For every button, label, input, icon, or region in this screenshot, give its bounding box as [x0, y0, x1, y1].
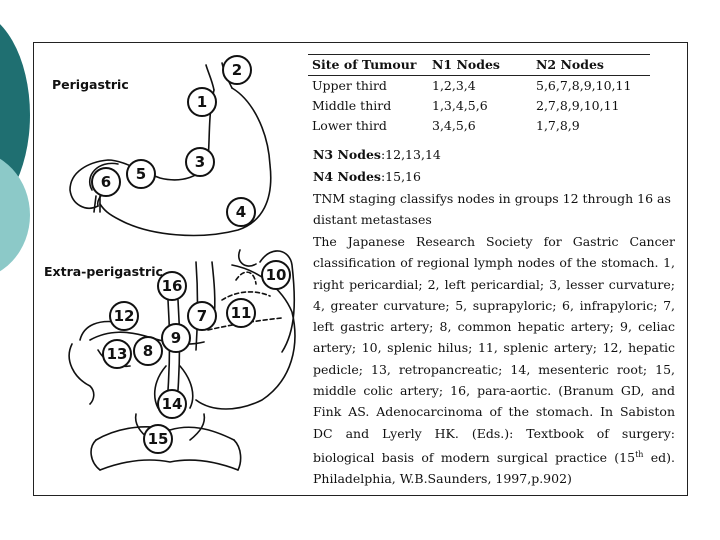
n3-nodes-line — [313, 144, 441, 165]
table-row — [308, 116, 650, 136]
extra-perigastric-label: Extra-perigastric — [44, 264, 163, 279]
row-n2: 2,7,8,9,10,11 — [536, 98, 620, 113]
n3-value: :12,13,14 — [380, 147, 441, 162]
esophagus-left — [206, 65, 214, 90]
row-site: Lower third — [312, 118, 387, 133]
row-n2: 5,6,7,8,9,10,11 — [536, 78, 632, 93]
row-site: Middle third — [312, 98, 392, 113]
node-number-4: 4 — [235, 203, 247, 221]
description-superscript: th — [635, 449, 644, 459]
row-n1: 3,4,5,6 — [432, 118, 476, 133]
row-n1: 1,3,4,5,6 — [432, 98, 488, 113]
node-number-13: 13 — [106, 345, 128, 363]
splenic-artery-dashed — [222, 292, 270, 300]
node-number-9: 9 — [170, 329, 182, 347]
node-number-6: 6 — [100, 173, 112, 191]
node-number-10: 10 — [265, 266, 287, 284]
perigastric-label: Perigastric — [52, 77, 129, 92]
row-n1: 1,2,3,4 — [432, 78, 476, 93]
description-citation-end: ed). Philadelphia, W.B.Saunders, 1997,p.902) — [313, 450, 675, 487]
duodenum-outer — [69, 344, 94, 404]
node-number-14: 14 — [161, 395, 183, 413]
table-header-row — [308, 55, 650, 76]
description-text: The Japanese Research Society for Gastric Cancer classification of regional lymph nodes of the stomach. 1, right pericardial; 2, left pericardial; 3, lesser curvature; 4, greater curvature; 5, suprapyloric; 6, infrapyloric; 7, left gastric artery; 8, common hepatic artery; 9, celiac artery; 10, splenic hilus; 11, splenic artery; 12, hepatic pedicle; 13, retropancreatic; 14, mesenteric root; 15, middle colic artery; 16, para-aortic. (Branum GD, and Fink AS. Adenocarcinoma of the stomach. In Sabiston DC and Lyerly HK. (Eds.): Textbook of surgery: biological basis of modern surgical practice (15 — [313, 234, 675, 466]
node-number-3: 3 — [194, 153, 206, 171]
colon-bottom — [100, 460, 238, 470]
n4-label: N4 Nodes — [313, 169, 381, 184]
n3-label: N3 Nodes — [313, 147, 381, 162]
classification-description — [313, 231, 675, 490]
node-number-1: 1 — [196, 93, 208, 111]
header-n2: N2 Nodes — [532, 55, 650, 76]
table-row — [308, 96, 650, 116]
header-site: Site of Tumour — [308, 55, 428, 76]
esophagus-lower — [239, 250, 256, 266]
node-number-16: 16 — [161, 277, 183, 295]
row-n2: 1,7,8,9 — [536, 118, 580, 133]
n4-nodes-line — [313, 166, 421, 187]
nodes-table — [308, 54, 650, 136]
header-n1: N1 Nodes — [428, 55, 532, 76]
node-number-7: 7 — [196, 307, 208, 325]
node-number-2: 2 — [231, 61, 243, 79]
row-site: Upper third — [312, 78, 387, 93]
node-number-11: 11 — [230, 304, 252, 322]
duodenum-top — [80, 322, 116, 340]
node-number-12: 12 — [113, 307, 135, 325]
node-number-8: 8 — [142, 342, 154, 360]
table-row — [308, 76, 650, 97]
node-number-5: 5 — [135, 165, 147, 183]
n4-value: :15,16 — [380, 169, 421, 184]
tnm-note: TNM staging classifys nodes in groups 12 through 16 as distant metastases — [313, 191, 671, 228]
fundus-dashed — [236, 272, 256, 284]
node-number-15: 15 — [147, 430, 169, 448]
